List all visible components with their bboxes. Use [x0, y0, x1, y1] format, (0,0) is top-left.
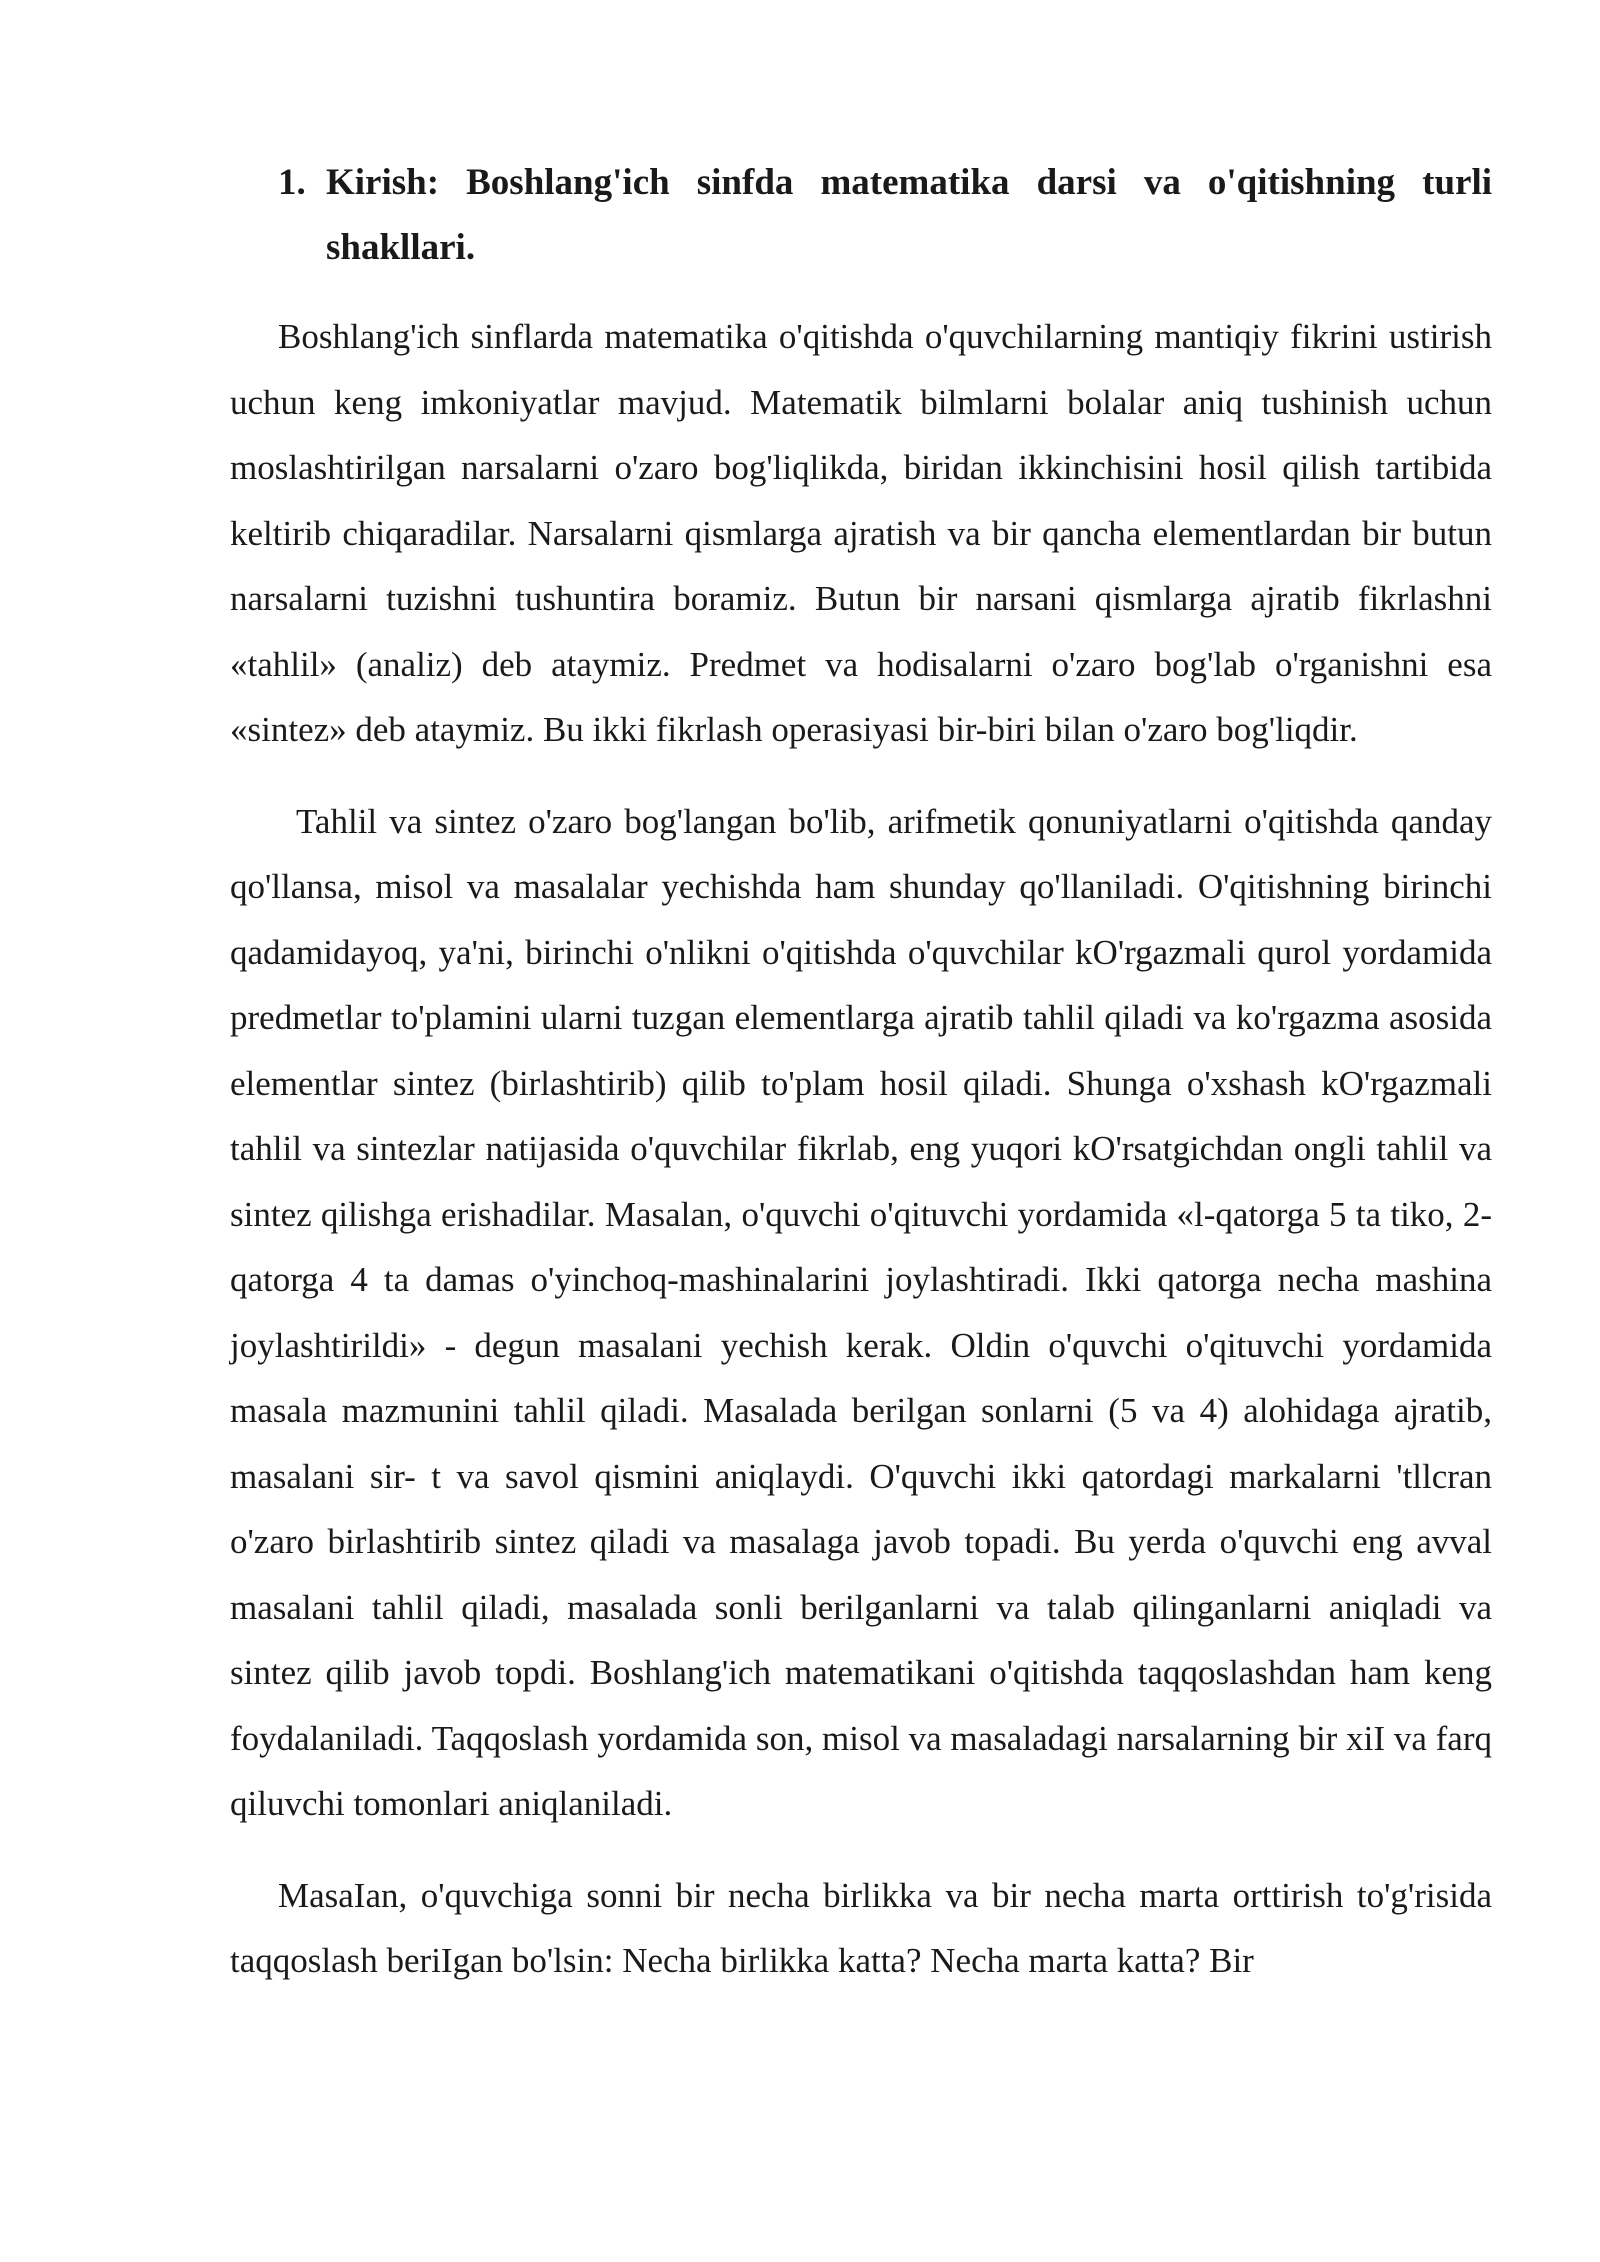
section-heading: [230, 150, 1492, 280]
paragraph: Tahlil va sintez o'zaro bog'langan bo'lib, arifmetik qonuniyatlarni o'qitishda qanday qo'llansa, misol va masalalar yechishda ham shunday qo'llaniladi. O'qitishning birinchi qadamidayoq, ya'ni, birinchi o'nlikni o'qitishda o'quvchilar kO'rgazmali qurol yordamida predmetlar to'plamini ularni tuzgan elementlarga ajratib tahlil qiladi va ko'rgazma asosida elementlar sintez (birlashtirib) qilib to'plam hosil qiladi. Shunga o'xshash kO'rgazmali tahlil va sintezlar natijasida o'quvchilar fikrlab, eng yuqori kO'rsatgichdan ongli tahlil va sintez qilishga erishadilar. Masalan, o'quvchi o'qituvchi yordamida «l-qatorga 5 ta tiko, 2- qatorga 4 ta damas o'yinchoq-mashinalarini joylashtiradi. Ikki qatorga necha mashina joylashtirildi» - degun masalani yechish kerak. Oldin o'quvchi o'qituvchi yordamida masala mazmunini tahlil qiladi. Masalada berilgan sonlarni (5 va 4) alohidaga ajratib, masalani sir- t va savol qismini aniqlaydi. O'quvchi ikki qatordagi markalarni 'tllcran o'zaro birlashtirib sintez qiladi va masalaga javob topadi. Bu yerda o'quvchi eng avval masalani tahlil qiladi, masalada sonli berilganlarni va talab qilinganlarni aniqladi va sintez qilib javob topdi. Boshlang'ich matematikani o'qitishda taqqoslashdan ham keng foydalaniladi. Taqqoslash yordamida son, misol va masaladagi narsalarning bir xiI va farq qiluvchi tomonlari aniqlaniladi.: [230, 801, 1492, 1823]
section-title: Kirish: Boshlang'ich sinfda matematika darsi va o'qitishning turli shakllari.: [326, 162, 1492, 268]
paragraph: MasaIan, o'quvchiga sonni bir necha birlikka va bir necha marta orttirish to'g'risida taqqoslash beriIgan bo'lsin: Necha birlikka katta? Necha marta katta? Bir: [230, 1875, 1492, 1980]
section-number: 1.: [278, 162, 306, 203]
document-body: [230, 150, 1492, 2020]
paragraph: Boshlang'ich sinflarda matematika o'qitishda o'quvchilarning mantiqiy fikrini ustirish uchun keng imkoniyatlar mavjud. Matematik bilmlarni bolalar aniq tushinish uchun moslashtirilgan narsalarni o'zaro bog'liqlikda, biridan ikkinchisini hosil qilish tartibida keltirib chiqaradilar. Narsalarni qismlarga ajratish va bir qancha elementlardan bir butun narsalarni tuzishni tushuntira boramiz. Butun bir narsani qismlarga ajratib fikrlashni «tahlil» (analiz) deb ataymiz. Predmet va hodisalarni o'zaro bog'lab o'rganishni esa «sintez» deb ataymiz. Bu ikki fikrlash operasiyasi bir-biri bilan o'zaro bog'liqdir.: [230, 317, 1492, 749]
